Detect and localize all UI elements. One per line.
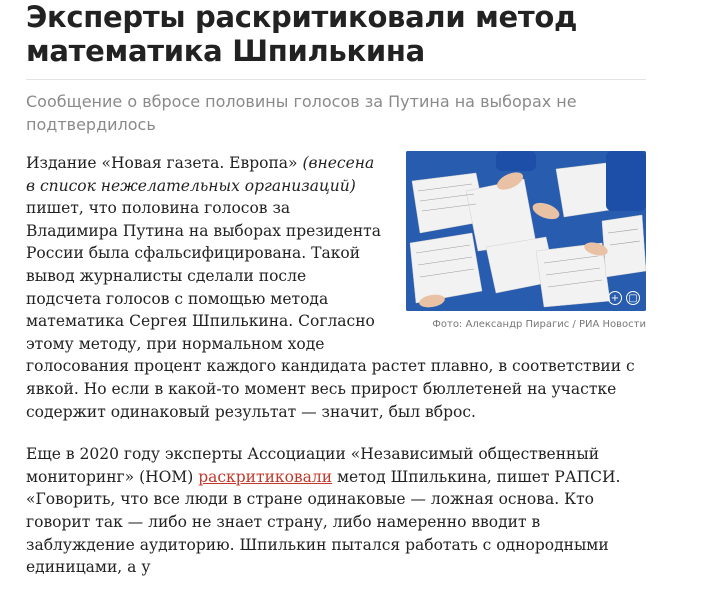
article-paragraph-2 xyxy=(26,443,648,579)
zoom-icon[interactable]: + xyxy=(608,291,622,305)
paragraph-1-text-start: Издание «Новая газета. Европа» xyxy=(26,154,303,172)
headline-divider xyxy=(26,79,646,80)
criticized-link[interactable]: раскритиковали xyxy=(198,467,333,486)
photo-caption: Фото: Александр Пирагис / РИА Новости xyxy=(432,319,646,330)
paragraph-2-text-end: метод Шпилькина, пишет РАПСИ. «Говорить, что все люди в стране одинаковые — ложная основа. Кто говорит так — либо не знает страну, либо намеренно вводит в заблуждение аудиторию. Шпилькин пытался работать с однородными единицами, а у xyxy=(26,467,621,577)
article-headline: Эксперты раскритиковали метод математика Шпилькина xyxy=(26,0,578,68)
article-subtitle: Сообщение о вбросе половины голосов за Путина на выборах не подтвердилось xyxy=(26,92,577,134)
paragraph-1-text-end: пишет, что половина голосов за Владимира Путина на выборах президента России была сфальсифицирована. Такой вывод журналисты сделали после подсчета голосов с помощью метода математика Сергея Шпилькина. Согласно этому методу, при нормальном ходе голосования процент каждого кандидата растет плавно, в соответствии с явкой. Но если в какой-то момент весь прирост бюллетеней на участке содержит одинаковый результат — значит, был вброс. xyxy=(26,199,635,421)
photo-float-spacer xyxy=(386,152,648,340)
paragraph-2-text-start: Еще в 2020 году эксперты Ассоциации «Независимый общественный мониторинг» (НОМ) xyxy=(26,445,600,486)
paragraph-1-italic-note: (внесена в список нежелательных организаций) xyxy=(26,154,375,195)
article-body xyxy=(26,152,648,599)
gallery-icon[interactable]: ▢ xyxy=(626,291,640,305)
